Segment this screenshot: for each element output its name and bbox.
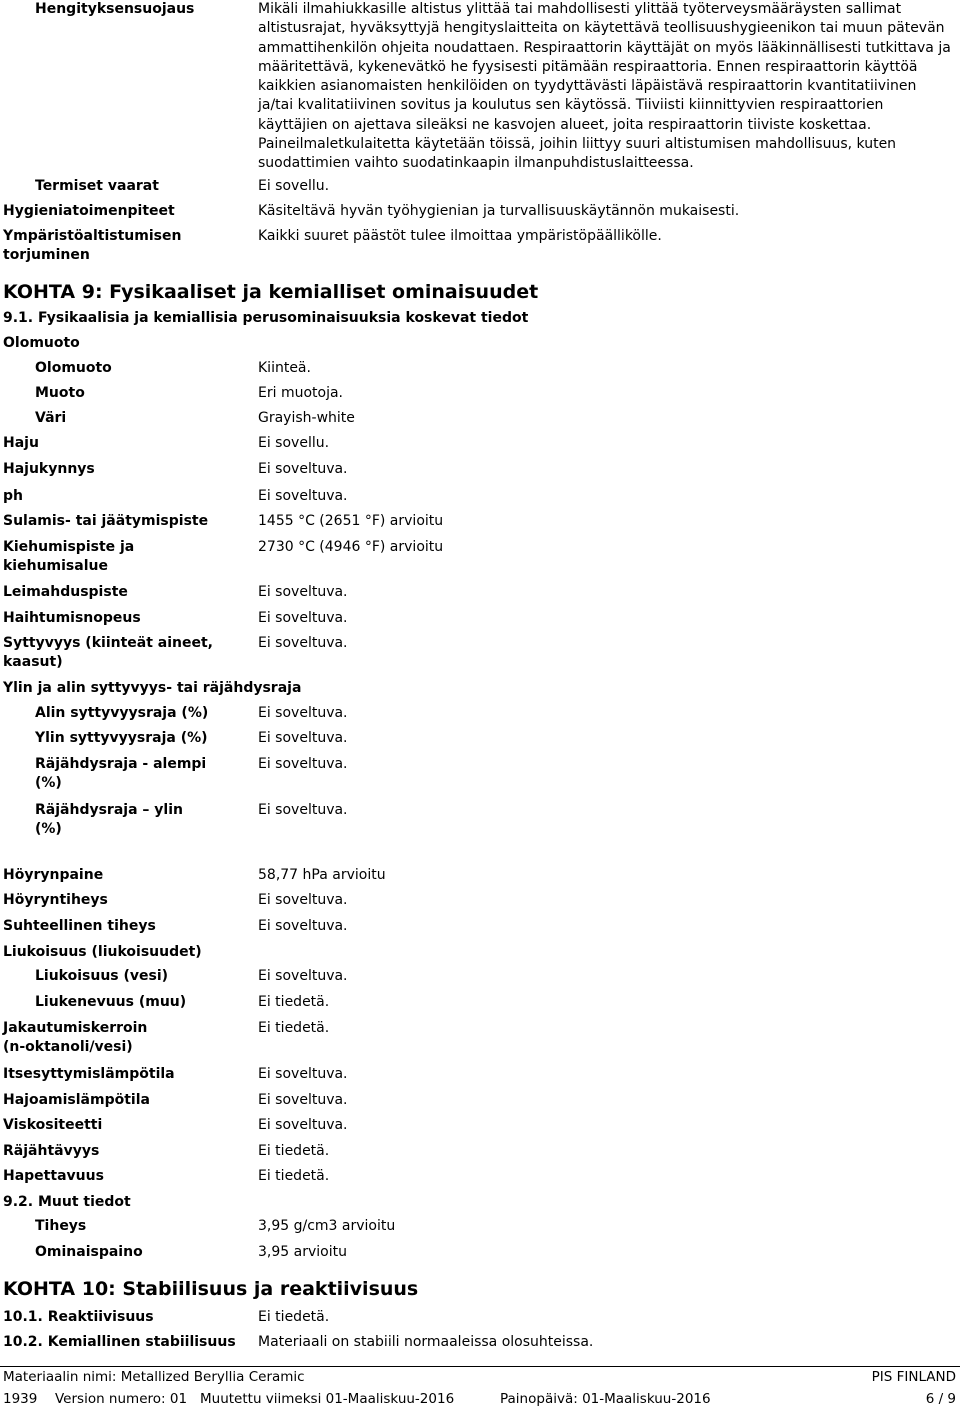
prop-label: Hajukynnys bbox=[3, 461, 95, 477]
prop-label: ph bbox=[3, 488, 23, 504]
prop-value: Ei soveltuva. bbox=[258, 918, 348, 934]
prop-value: Ei tiedetä. bbox=[258, 1020, 330, 1036]
prop-label: Liukenevuus (muu) bbox=[35, 994, 187, 1010]
prop-label: Tiheys bbox=[35, 1218, 87, 1234]
prop-label: Väri bbox=[35, 410, 67, 426]
footer-code: 1939 bbox=[3, 1391, 38, 1407]
prop-value: Grayish-white bbox=[258, 410, 355, 426]
prop-label: 10.1. Reaktiivisuus bbox=[3, 1309, 154, 1325]
prop-value: Ei soveltuva. bbox=[258, 730, 348, 746]
prop-value: Ei soveltuva. bbox=[258, 892, 348, 908]
prop-label: Jakautumiskerroin bbox=[3, 1020, 148, 1036]
label-environmental-2: torjuminen bbox=[3, 247, 90, 263]
prop-label: kiehumisalue bbox=[3, 558, 108, 574]
prop-value: Ei tiedetä. bbox=[258, 1168, 330, 1184]
prop-label: (%) bbox=[35, 775, 62, 791]
prop-label: Suhteellinen tiheys bbox=[3, 918, 156, 934]
prop-label: Räjähtävyys bbox=[3, 1143, 100, 1159]
prop-value: Ei tiedetä. bbox=[258, 1143, 330, 1159]
prop-label: Itsesyttymislämpötila bbox=[3, 1066, 175, 1082]
prop-value: 2730 °C (4946 °F) arvioitu bbox=[258, 539, 444, 555]
prop-value: Ei soveltuva. bbox=[258, 968, 348, 984]
footer-printed: Painopäivä: 01-Maaliskuu-2016 bbox=[500, 1391, 711, 1407]
section-9-2-heading: 9.2. Muut tiedot bbox=[3, 1194, 131, 1210]
appearance-group-label: Olomuoto bbox=[3, 335, 80, 351]
flammability-group-label: Ylin ja alin syttyvyys- tai räjähdysraja bbox=[3, 680, 302, 696]
prop-label: kaasut) bbox=[3, 654, 63, 670]
prop-label: Syttyvyys (kiinteät aineet, bbox=[3, 635, 213, 651]
prop-label: 10.2. Kemiallinen stabiilisuus bbox=[3, 1334, 236, 1350]
footer-modified: Muutettu viimeksi 01-Maaliskuu-2016 bbox=[200, 1391, 455, 1407]
prop-label: Haihtumisnopeus bbox=[3, 610, 141, 626]
prop-label: Räjähdysraja - alempi bbox=[35, 756, 207, 772]
footer-version: Version numero: 01 bbox=[55, 1391, 188, 1407]
prop-value: Ei soveltuva. bbox=[258, 635, 348, 651]
prop-label: Höyrynpaine bbox=[3, 867, 104, 883]
value-environmental: Kaikki suuret päästöt tulee ilmoittaa ympäristöpäällikölle. bbox=[258, 228, 662, 244]
value-hygiene: Käsiteltävä hyvän työhygienian ja turvallisuuskäytännön mukaisesti. bbox=[258, 203, 740, 219]
prop-label: Ominaispaino bbox=[35, 1244, 143, 1260]
prop-label: Viskositeetti bbox=[3, 1117, 103, 1133]
prop-label: Leimahduspiste bbox=[3, 584, 128, 600]
prop-value: Ei soveltuva. bbox=[258, 802, 348, 818]
prop-value: Ei soveltuva. bbox=[258, 461, 348, 477]
label-environmental-1: Ympäristöaltistumisen bbox=[3, 228, 182, 244]
prop-label: Hajoamislämpötila bbox=[3, 1092, 150, 1108]
prop-label: (n-oktanoli/vesi) bbox=[3, 1039, 133, 1055]
prop-value: Materiaali on stabiili normaaleissa olosuhteissa. bbox=[258, 1334, 594, 1350]
footer-material-name: Materiaalin nimi: Metallized Beryllia Ceramic bbox=[3, 1369, 305, 1385]
section-9-1-heading: 9.1. Fysikaalisia ja kemiallisia perusominaisuuksia koskevat tiedot bbox=[3, 310, 529, 326]
solubility-group-label: Liukoisuus (liukoisuudet) bbox=[3, 944, 202, 960]
prop-label: Muoto bbox=[35, 385, 85, 401]
prop-value: Ei soveltuva. bbox=[258, 1092, 348, 1108]
prop-label: Alin syttyvyysraja (%) bbox=[35, 705, 209, 721]
prop-value: Ei soveltuva. bbox=[258, 584, 348, 600]
prop-value: Kiinteä. bbox=[258, 360, 311, 376]
label-hygiene: Hygieniatoimenpiteet bbox=[3, 203, 175, 219]
prop-label: Kiehumispiste ja bbox=[3, 539, 135, 555]
prop-label: Haju bbox=[3, 435, 39, 451]
respiratory-paragraph: Mikäli ilmahiukkasille altistus ylittää tai mahdollisesti ylittää työterveysmääräysten sallimat altistusrajat, hyväksyttyjä hengityslaitteita on käytettävä teollisuushygieenikon tai muun pätevän ammattihenkilön ohjeita noudattaen. Respiraattorin käyttäjät on myös lääkinnällisesti tutkittava ja määritettävä, kykenevätkö he fyysisesti pitämään respiraattoria. Ennen respiraattorin käyttöä kaikkien asianomaisten henkilöiden on tyydyttävästi läpäistävä respiraattorin kvantitatiivinen ja/tai kvalitatiivinen sovitus ja koulutus sen käytössä. Tiiviisti kiinnittyvien respiraattorien käyttäjien on ajettava sileäksi ne kasvojen alueet, joita respiraattorin tiiviste koskettaa. Paineilmaletkulaitetta käytetään töissä, joihin liittyy suuri altistumisen mahdollisuus, kuten suodattimien vaihto suodatinkaapin ilmanpuhdistuslaitteessa. bbox=[258, 1, 951, 172]
prop-value: Ei soveltuva. bbox=[258, 610, 348, 626]
prop-label: Räjähdysraja – ylin bbox=[35, 802, 183, 818]
prop-value: Ei soveltuva. bbox=[258, 1066, 348, 1082]
label-thermal-hazards: Termiset vaarat bbox=[35, 178, 159, 194]
value-thermal-hazards: Ei sovellu. bbox=[258, 178, 330, 194]
prop-value: 3,95 g/cm3 arvioitu bbox=[258, 1218, 396, 1234]
prop-label: Hapettavuus bbox=[3, 1168, 104, 1184]
prop-label: Höyryntiheys bbox=[3, 892, 108, 908]
prop-value: 3,95 arvioitu bbox=[258, 1244, 347, 1260]
section-9-heading: KOHTA 9: Fysikaaliset ja kemialliset ominaisuudet bbox=[3, 281, 539, 303]
prop-label: (%) bbox=[35, 821, 62, 837]
prop-value: Ei sovellu. bbox=[258, 435, 330, 451]
prop-label: Ylin syttyvyysraja (%) bbox=[35, 730, 208, 746]
label-respiratory-protection: Hengityksensuojaus bbox=[35, 1, 195, 17]
footer-region: PIS FINLAND bbox=[871, 1369, 956, 1385]
prop-value: Ei soveltuva. bbox=[258, 756, 348, 772]
prop-value: Ei soveltuva. bbox=[258, 1117, 348, 1133]
prop-value: Ei soveltuva. bbox=[258, 705, 348, 721]
prop-value: Ei soveltuva. bbox=[258, 488, 348, 504]
prop-label: Liukoisuus (vesi) bbox=[35, 968, 169, 984]
footer-divider bbox=[0, 1366, 960, 1367]
prop-value: 58,77 hPa arvioitu bbox=[258, 867, 386, 883]
footer-page-number: 6 / 9 bbox=[925, 1391, 956, 1407]
prop-label: Olomuoto bbox=[35, 360, 112, 376]
prop-label: Sulamis- tai jäätymispiste bbox=[3, 513, 209, 529]
section-10-heading: KOHTA 10: Stabiilisuus ja reaktiivisuus bbox=[3, 1278, 419, 1300]
prop-value: Ei tiedetä. bbox=[258, 994, 330, 1010]
prop-value: Ei tiedetä. bbox=[258, 1309, 330, 1325]
prop-value: Eri muotoja. bbox=[258, 385, 343, 401]
prop-value: 1455 °C (2651 °F) arvioitu bbox=[258, 513, 444, 529]
